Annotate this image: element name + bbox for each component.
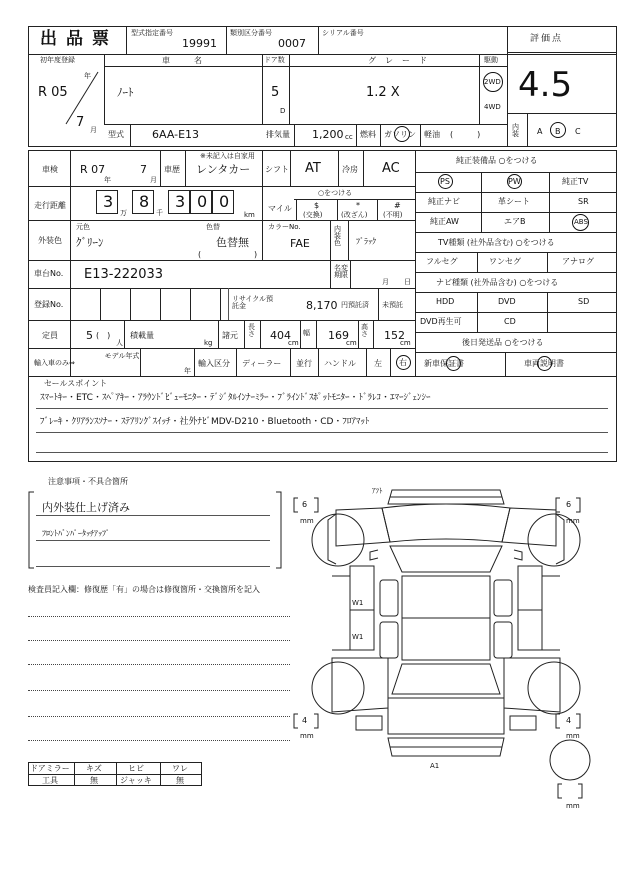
first-reg-month: 7 [76,115,85,130]
serial-number-label: シリアル番号 [322,29,364,37]
fuel-label: 燃料 [360,130,376,139]
orig-color: ｸﾞﾘｰﾝ [76,236,104,249]
notes-line-2: ﾌﾛﾝﾄﾊﾞﾝﾊﾟｰﾀｯﾁｱｯﾌﾟ [42,529,110,538]
name-change-label: 名変期限 [334,264,348,279]
color-change-value: 色替無 [216,236,249,249]
tire-fl-depth: 6 [302,500,308,509]
drive-2wd: 2WD [484,78,501,86]
fuel-other: ( ) [450,130,481,139]
legend-jack: ジャッキ [120,776,152,785]
legend-crack: ヒビ [128,764,144,773]
score-value: 4.5 [518,65,573,105]
tv-fullseg: フルセグ [426,257,458,266]
interior-grade-b: B [555,127,561,136]
interior-color-value: ﾌﾞﾗｯｸ [356,237,376,246]
mile-unknown-label: (不明) [383,211,403,219]
car-damage-diagram [292,480,632,810]
mileage-digit-3: 3 [175,192,186,211]
chassis-label: 車台No. [34,269,64,278]
type-approval-number: 19991 [182,37,217,50]
equip-aw: 純正AW [430,217,459,226]
tire-rr-depth: 4 [566,716,572,725]
shaken-year: R 07 [80,163,106,176]
tire-rear-left [312,662,364,714]
interior-grade-label: 内装 [512,123,519,138]
model-year-label: モデル年式 [104,352,140,360]
sales-point-line-1: ｽﾏｰﾄｷｰ・ETC・ｽﾍﾟｱｷｰ・ｱﾗｳﾝﾄﾞﾋﾞｭｰﾓﾆﾀｰ・ﾃﾞｼﾞﾀﾙｲﾝﾅｰﾐﾗｰ・ﾌﾞﾗｲﾝﾄﾞｽﾎﾟｯﾄﾓﾆﾀｰ・ﾄﾞﾗﾚｺ・ｴﾏｰｼﾞｪﾝｼｰ [40,393,431,403]
tire-fr-depth: 6 [566,500,572,509]
color-no-label: カラーNo. [268,223,301,231]
class-number-label: 類別区分番号 [230,29,272,37]
fuel-gasoline: ガソリン [384,130,416,139]
shift-value: AT [305,161,321,176]
legend-tools-value: 無 [90,776,98,785]
diagram-top-label: ｱﾌﾄ [372,487,383,495]
equip-sr: SR [578,197,589,206]
interior-grade-a: A [537,127,543,136]
equip-airbag: エアB [504,217,526,226]
height-value: 152 [384,329,405,342]
length-value: 404 [270,329,291,342]
equip-abs: ABS [574,218,588,226]
import-label: 輸入車のみ⇒ [34,359,75,367]
mileage-digit-1: 3 [103,192,114,211]
legend-door-mirror: ドアミラー [30,764,70,773]
shift-label: シフト [265,165,289,174]
navi-dvd-play: DVD再生可 [420,317,462,326]
class-number: 0007 [278,37,306,50]
tire-front-left [312,514,364,566]
tire-spare [550,740,590,780]
navi-hdd: HDD [436,297,455,306]
equip-pw: PW [508,177,521,186]
interior-color-label: 内装色 [334,225,341,247]
navi-sd: SD [578,297,590,306]
tv-type-title: TV種類 (社外品含む) ○をつける [438,238,555,247]
ac-label: 冷房 [342,165,358,174]
dims-label: 諸元 [222,331,238,340]
interior-grade-c: C [575,127,581,136]
car-name-label: 車名 [162,56,226,65]
legend-tools: 工具 [42,776,58,785]
import-parallel: 並行 [296,359,312,368]
mileage-digit-4: 0 [197,192,208,211]
history-label: 車歴 [164,165,180,174]
equip-tv: 純正TV [562,177,589,186]
inspector-label: 検査員記入欄：修復歴「有」の場合は修復箇所・交換箇所を記入 [28,585,260,594]
navi-cd: CD [504,317,516,326]
handle-right: 右 [399,358,407,367]
ac-value: AC [382,161,400,176]
notes-label: 注意事項・不具合箇所 [48,477,128,486]
tire-rear-right [528,662,580,714]
mile-label: マイル [268,204,292,213]
tv-oneseg: ワンセグ [489,257,521,266]
width-value: 169 [328,329,349,342]
later-warranty: 新車保証書 [424,359,464,368]
handle-label: ハンドル [324,359,356,368]
orig-color-label: 元色 [76,223,90,231]
displacement-value: 1,200 [312,128,344,141]
height-label: 高さ [361,323,368,338]
history-value: レンタカー [196,163,251,176]
legend-jack-value: 無 [176,776,184,785]
chassis-value: E13-222033 [84,267,164,282]
legend-break: ワレ [172,764,188,773]
equipment-title: 純正装備品 ○をつける [456,156,538,165]
mile-swap-label: (交換) [303,211,323,219]
mile-circle-note: ○をつける [318,189,353,197]
equip-ps: PS [440,177,450,186]
mileage-digit-2: 8 [139,192,150,211]
type-approval-label: 型式指定番号 [131,29,173,37]
color-change-label: 色替 [206,223,220,231]
score-label: 評価点 [530,34,564,44]
fuel-diesel: 軽油 [424,130,440,139]
legend-scratch: キズ [86,764,102,773]
drive-label: 駆動 [484,56,498,64]
capacity-label: 定員 [42,331,58,340]
door-count: 5 [271,85,280,100]
diagram-w1-front: W1 [352,599,364,607]
model-value: 6AA-E13 [152,128,200,141]
sales-point-line-2: ﾌﾞﾚｰｷ・ｸﾘｱﾗﾝｽｿﾅｰ・ｽﾃｱﾘﾝｸﾞｽｲｯﾁ・社外ﾅﾋﾞMDV-D210・Bluetooth・CD・ﾌﾛｱﾏｯﾄ [40,417,370,427]
exterior-color-label: 外装色 [38,236,62,245]
diagram-a1: A1 [430,762,440,770]
tire-rl-depth: 4 [302,716,308,725]
history-note: ※未記入は自家用 [200,152,255,160]
fuel-gasoline-circle [394,126,410,142]
mile-tamper-label: (改ざん) [341,211,368,219]
sheet-title: 出品票 [40,29,118,49]
door-count-label: ドア数 [264,56,285,64]
later-shipment-title: 後日発送品 ○をつける [462,338,544,347]
recycle-label: リサイクル預託金 [232,295,274,310]
first-reg-year: R 05 [38,85,68,100]
import-dealer: ディーラー [242,359,282,368]
color-no-value: FAE [290,237,310,250]
first-reg-label: 初年度登録 [40,56,75,64]
notes-line-1: 内外装仕上げ済み [42,501,130,514]
length-label: 長さ [248,323,255,338]
displacement-label: 排気量 [266,130,290,139]
drive-4wd: 4WD [484,103,501,111]
recycle-unpaid: 未預託 [382,301,403,309]
model-label: 型式 [108,130,124,139]
navi-dvd: DVD [498,297,516,306]
tv-analog: アナログ [562,257,594,266]
shaken-month: 7 [140,163,147,176]
recycle-amount: 8,170 [306,299,338,312]
mileage-digit-5: 0 [219,192,230,211]
door-type: D [280,107,286,115]
shaken-label: 車検 [42,165,58,174]
handle-left: 左 [374,359,382,368]
capacity-value: 5 [86,329,93,342]
sales-point-label: セールスポイント [44,379,108,388]
registration-no-label: 登録No. [34,300,64,309]
load-label: 積載量 [130,331,154,340]
grade-value: 1.2 X [366,85,400,100]
car-name: ﾉｰﾄ [117,86,134,99]
width-label: 幅 [303,329,310,337]
equip-navi: 純正ナビ [428,197,460,206]
navi-type-title: ナビ種類 (社外品含む) ○をつける [436,278,559,287]
later-manual: 車両説明書 [524,359,564,368]
mileage-label: 走行距離 [34,201,66,210]
equip-leather: 革シート [498,197,530,206]
diagram-w1-rear: W1 [352,633,364,641]
grade-label: グレード [368,56,436,65]
recycle-paid: 円預託済 [341,301,369,309]
import-class-label: 輸入区分 [198,359,230,368]
